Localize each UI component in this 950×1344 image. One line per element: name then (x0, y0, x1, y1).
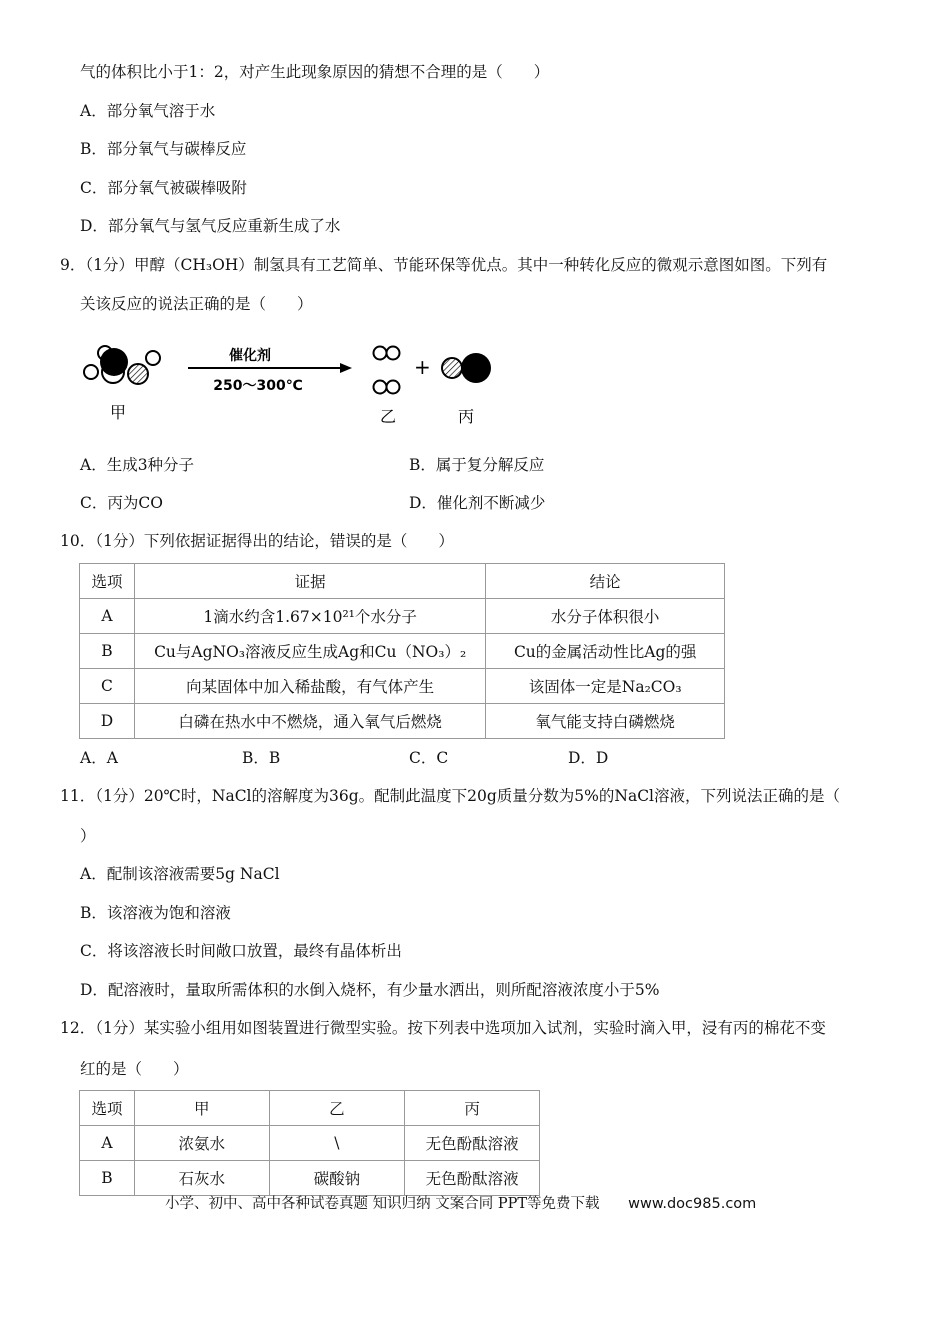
q12-stem-line1: 12．（1分）某实验小组用如图装置进行微型实验。按下列表中选项加入试剂，实验时滴入甲，浸有丙的棉花不变 (60, 1019, 826, 1037)
header-bing: 丙 (405, 1091, 540, 1126)
header-option: 选项 (80, 564, 135, 599)
q8-option-d: D．部分氧气与氢气反应重新生成了水 (80, 217, 341, 235)
q10-option-b: B．B (242, 749, 281, 767)
q11-stem-line2: ） (80, 827, 96, 845)
temperature-label: 250～300℃ (213, 378, 303, 394)
table-cell: 1滴水约含1.67×10²¹个水分子 (134, 599, 485, 634)
q11-option-d: D．配溶液时，量取所需体积的水倒入烧杯，有少量水洒出，则所配溶液浓度小于5% (80, 981, 660, 999)
table-header-row (80, 1091, 540, 1126)
plus-sign: + (414, 355, 431, 379)
q10-table (79, 563, 725, 739)
table-cell: D (80, 704, 135, 739)
q10-option-c: C．C (409, 749, 449, 767)
footer-url[interactable]: www.doc985.com (628, 1196, 757, 1212)
q11-option-c: C．将该溶液长时间敞口放置，最终有晶体析出 (80, 942, 402, 960)
table-header-row (80, 564, 725, 599)
table-cell: 该固体一定是Na₂CO₃ (486, 669, 725, 704)
q11-stem-line1: 11．（1分）20℃时，NaCl的溶解度为36g。配制此温度下20g质量分数为5%的NaCl溶液，下列说法正确的是（ (60, 787, 841, 805)
table-cell: 白磷在热水中不燃烧，通入氧气后燃烧 (134, 704, 485, 739)
hydrogen-molecules-icon (374, 347, 400, 394)
table-cell: C (80, 669, 135, 704)
table-cell: 浓氨水 (134, 1126, 269, 1161)
table-cell: 无色酚酞溶液 (405, 1161, 540, 1196)
q9-option-d: D．催化剂不断减少 (409, 494, 546, 512)
table-row (80, 704, 725, 739)
table-row (80, 1126, 540, 1161)
table-cell: Cu的金属活动性比Ag的强 (486, 634, 725, 669)
table-row (80, 669, 725, 704)
page-footer (165, 1192, 756, 1213)
header-jia: 甲 (134, 1091, 269, 1126)
q9-option-a: A．生成3种分子 (80, 456, 195, 474)
q8-option-c: C．部分氧气被碳棒吸附 (80, 179, 247, 197)
table-cell: 碳酸钠 (269, 1161, 405, 1196)
q12-table (79, 1090, 540, 1196)
q9-stem-line2: 关该反应的说法正确的是（ ） (80, 295, 313, 313)
table-cell: B (80, 1161, 135, 1196)
q12-stem-line2: 红的是（ ） (80, 1060, 189, 1078)
table-cell: A (80, 599, 135, 634)
q10-stem: 10．（1分）下列依据证据得出的结论，错误的是（ ） (60, 532, 454, 550)
table-cell: 石灰水 (134, 1161, 269, 1196)
table-cell: B (80, 634, 135, 669)
reaction-arrow-icon (188, 363, 352, 373)
q9-option-b: B．属于复分解反应 (409, 456, 545, 474)
table-cell: 水分子体积很小 (486, 599, 725, 634)
reaction-diagram-svg (80, 338, 520, 433)
header-evidence: 证据 (134, 564, 485, 599)
q9-stem-line1: 9．（1分）甲醇（CH₃OH）制氢具有工艺简单、节能环保等优点。其中一种转化反应的微观示意图如图。下列有 (60, 256, 828, 274)
label-jia: 甲 (110, 403, 127, 422)
table-cell: 氧气能支持白磷燃烧 (486, 704, 725, 739)
table-cell: 无色酚酞溶液 (405, 1126, 540, 1161)
methanol-molecule-icon (84, 346, 160, 384)
q9-option-c: C．丙为CO (80, 494, 163, 512)
label-bing: 丙 (458, 407, 475, 426)
q11-option-a: A．配制该溶液需要5g NaCl (80, 865, 280, 883)
catalyst-label: 催化剂 (229, 348, 271, 364)
table-cell: A (80, 1126, 135, 1161)
footer-text: 小学、初中、高中各种试卷真题 知识归纳 文案合同 PPT等免费下载 (165, 1196, 600, 1212)
table-row (80, 599, 725, 634)
table-row (80, 1161, 540, 1196)
table-cell: Cu与AgNO₃溶液反应生成Ag和Cu（NO₃）₂ (134, 634, 485, 669)
q10-option-a: A．A (80, 749, 118, 767)
q8-stem: 气的体积比小于1：2，对产生此现象原因的猜想不合理的是（ ） (80, 63, 550, 81)
table-row (80, 634, 725, 669)
table-cell: \ (269, 1126, 405, 1161)
table-cell: 向某固体中加入稀盐酸，有气体产生 (134, 669, 485, 704)
q11-option-b: B．该溶液为饱和溶液 (80, 904, 231, 922)
carbon-monoxide-molecule-icon (442, 353, 491, 383)
q8-option-b: B．部分氧气与碳棒反应 (80, 140, 247, 158)
q8-option-a: A．部分氧气溶于水 (80, 102, 216, 120)
q10-option-d: D．D (568, 749, 609, 767)
header-option: 选项 (80, 1091, 135, 1126)
label-yi: 乙 (380, 407, 397, 426)
reaction-diagram (80, 338, 520, 433)
header-yi: 乙 (269, 1091, 405, 1126)
header-conclusion: 结论 (486, 564, 725, 599)
